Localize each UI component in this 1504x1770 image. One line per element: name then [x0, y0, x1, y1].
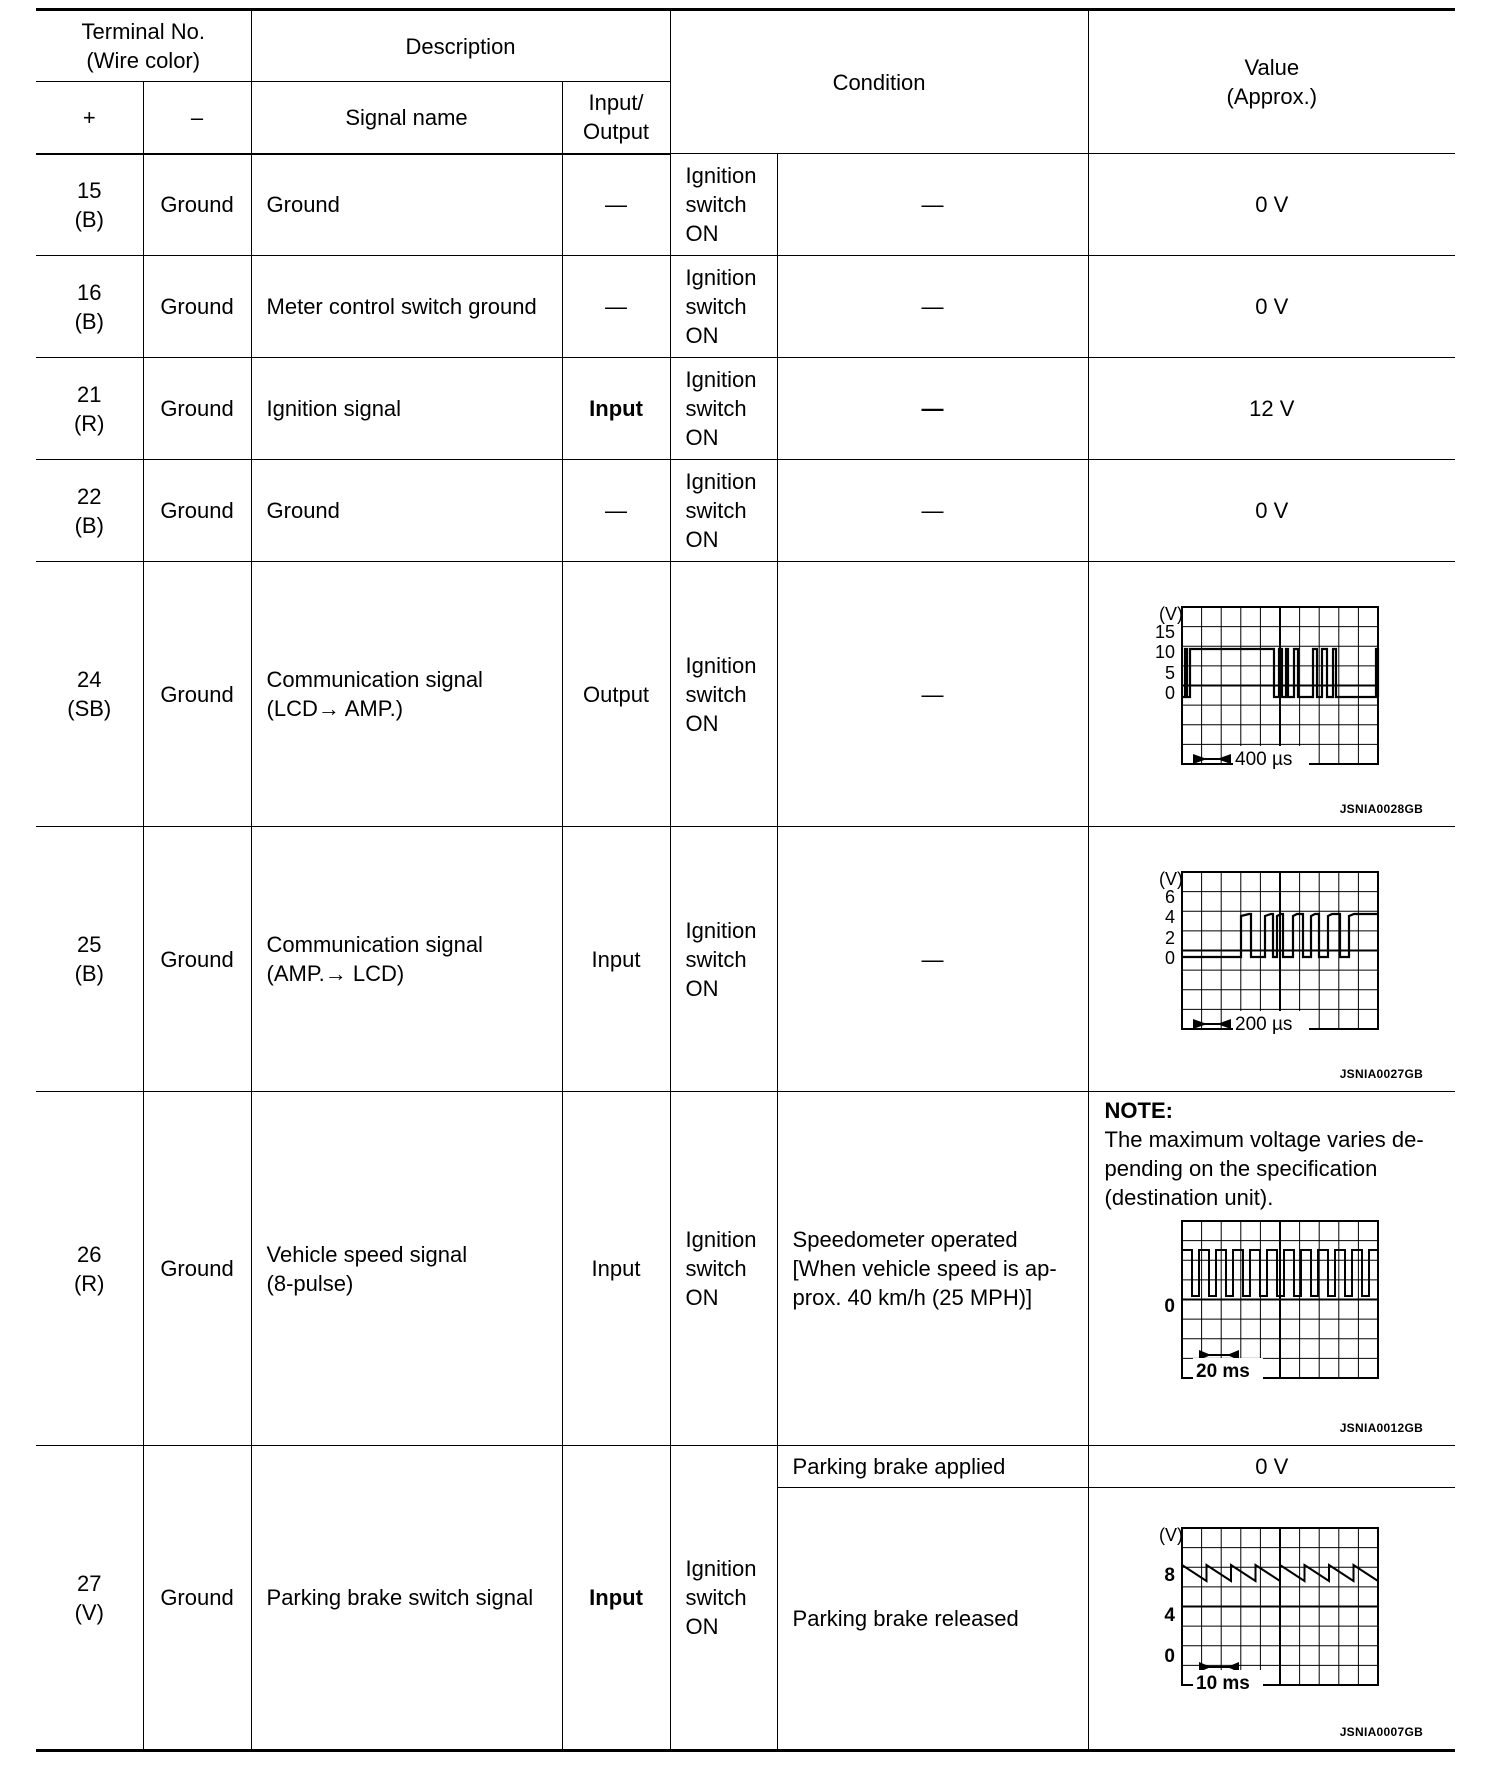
terminal-table — [36, 8, 1455, 1752]
signal-name: Ignition signal — [251, 358, 562, 460]
waveform-tick: 5 — [1164, 663, 1175, 683]
waveform-cell — [1088, 827, 1455, 1092]
condition: Ignition switch ON — [670, 358, 777, 460]
condition: Ignition switch ON — [670, 256, 777, 358]
value: 12 V — [1088, 358, 1455, 460]
terminal-minus: Ground — [143, 1446, 251, 1751]
sub-condition: — — [777, 358, 1088, 460]
header-minus: – — [143, 82, 251, 154]
condition: Ignition switch ON — [670, 562, 777, 827]
signal-name: Ground — [251, 460, 562, 562]
value: 0 V — [1088, 1446, 1455, 1488]
table-row — [36, 1092, 1455, 1446]
io-value: — — [562, 154, 670, 256]
figure-id: JSNIA0007GB — [1339, 1725, 1424, 1739]
arrow-right-icon — [1193, 754, 1207, 764]
waveform-time-label: 10 ms — [1195, 1672, 1250, 1694]
table-row — [36, 562, 1455, 827]
waveform-tick: 2 — [1164, 928, 1175, 948]
waveform-tick: 10 — [1154, 642, 1175, 662]
signal-name: Communication signal (LCD→ AMP.) — [251, 562, 562, 827]
condition: Ignition switch ON — [670, 827, 777, 1092]
io-value: Input — [562, 1092, 670, 1446]
terminal-plus: 21 (R) — [36, 358, 143, 460]
io-value: — — [562, 256, 670, 358]
waveform-comm-amp-lcd — [1147, 869, 1397, 1049]
table-row — [36, 460, 1455, 562]
io-value: — — [562, 460, 670, 562]
note-text: The maximum voltage varies de- pending on the specification (destination unit). — [1104, 1127, 1424, 1210]
value: 0 V — [1088, 460, 1455, 562]
figure-id: JSNIA0028GB — [1339, 802, 1424, 816]
sub-condition: Parking brake applied — [777, 1446, 1088, 1488]
signal-name: Communication signal (AMP.→ LCD) — [251, 827, 562, 1092]
condition: Ignition switch ON — [670, 154, 777, 256]
signal-name: Parking brake switch signal — [251, 1446, 562, 1751]
waveform-cell — [1088, 1488, 1455, 1751]
condition: Ignition switch ON — [670, 1092, 777, 1446]
terminal-minus: Ground — [143, 460, 251, 562]
waveform-grid — [1182, 1528, 1378, 1685]
arrow-left-icon — [1217, 1019, 1231, 1029]
io-value: Output — [562, 562, 670, 827]
waveform-vehicle-speed — [1147, 1218, 1397, 1398]
waveform-tick: 6 — [1164, 887, 1175, 907]
terminal-plus: 27 (V) — [36, 1446, 143, 1751]
header-condition: Condition — [670, 10, 1088, 154]
waveform-tick: 8 — [1164, 1564, 1175, 1586]
condition: Ignition switch ON — [670, 1446, 777, 1751]
terminal-plus: 24 (SB) — [36, 562, 143, 827]
header-description: Description — [251, 10, 670, 82]
table-row — [36, 358, 1455, 460]
terminal-plus: 25 (B) — [36, 827, 143, 1092]
terminal-plus: 22 (B) — [36, 460, 143, 562]
header-plus: + — [36, 82, 143, 154]
io-value: Input — [562, 358, 670, 460]
value: 0 V — [1088, 154, 1455, 256]
figure-id: JSNIA0027GB — [1339, 1067, 1424, 1081]
waveform-time-label: 400 µs — [1234, 749, 1293, 770]
sub-condition: Speedometer operated [When vehicle speed is ap- prox. 40 km/h (25 MPH)] — [777, 1092, 1088, 1446]
waveform-cell — [1088, 1092, 1455, 1446]
waveform-cell — [1088, 562, 1455, 827]
waveform-tick: 0 — [1164, 683, 1175, 703]
table-row — [36, 154, 1455, 256]
terminal-minus: Ground — [143, 562, 251, 827]
io-value: Input — [562, 1446, 670, 1751]
header-io: Input/ Output — [562, 82, 670, 154]
sub-condition: — — [777, 154, 1088, 256]
terminal-plus: 16 (B) — [36, 256, 143, 358]
waveform-parking-brake — [1147, 1525, 1397, 1705]
table-row — [36, 256, 1455, 358]
waveform-time-label: 20 ms — [1195, 1361, 1250, 1382]
note-block — [1089, 1092, 1456, 1212]
sub-condition: — — [777, 460, 1088, 562]
terminal-minus: Ground — [143, 154, 251, 256]
waveform-tick: 0 — [1164, 1645, 1175, 1667]
signal-name: Vehicle speed signal (8-pulse) — [251, 1092, 562, 1446]
header-terminal: Terminal No. (Wire color) — [36, 10, 251, 82]
waveform-tick: 0 — [1164, 1296, 1175, 1317]
signal-name: Meter control switch ground — [251, 256, 562, 358]
terminal-minus: Ground — [143, 358, 251, 460]
sub-condition: Parking brake released — [777, 1488, 1088, 1751]
note-title: NOTE: — [1104, 1098, 1173, 1123]
terminal-minus: Ground — [143, 827, 251, 1092]
terminal-minus: Ground — [143, 1092, 251, 1446]
waveform-unit: (V) — [1158, 1524, 1183, 1545]
header-value: Value (Approx.) — [1088, 10, 1455, 154]
waveform-tick: 4 — [1164, 1604, 1175, 1626]
waveform-tick: 15 — [1154, 622, 1175, 642]
sub-condition: — — [777, 562, 1088, 827]
header-signal-name: Signal name — [251, 82, 562, 154]
waveform-trace — [1182, 649, 1378, 697]
table-row — [36, 1446, 1455, 1488]
waveform-unit: (V) — [1158, 604, 1183, 624]
sub-condition: — — [777, 827, 1088, 1092]
waveform-tick: 4 — [1164, 907, 1175, 927]
condition: Ignition switch ON — [670, 460, 777, 562]
waveform-comm-lcd-amp — [1147, 604, 1397, 784]
terminal-plus: 26 (R) — [36, 1092, 143, 1446]
figure-id: JSNIA0012GB — [1339, 1421, 1424, 1435]
signal-name: Ground — [251, 154, 562, 256]
terminal-plus: 15 (B) — [36, 154, 143, 256]
io-value: Input — [562, 827, 670, 1092]
terminal-minus: Ground — [143, 256, 251, 358]
waveform-time-label: 200 µs — [1234, 1014, 1293, 1035]
sub-condition: — — [777, 256, 1088, 358]
waveform-unit: (V) — [1158, 869, 1183, 889]
waveform-tick: 0 — [1164, 948, 1175, 968]
table-row — [36, 827, 1455, 1092]
value: 0 V — [1088, 256, 1455, 358]
arrow-right-icon — [1193, 1019, 1207, 1029]
arrow-left-icon — [1217, 754, 1231, 764]
